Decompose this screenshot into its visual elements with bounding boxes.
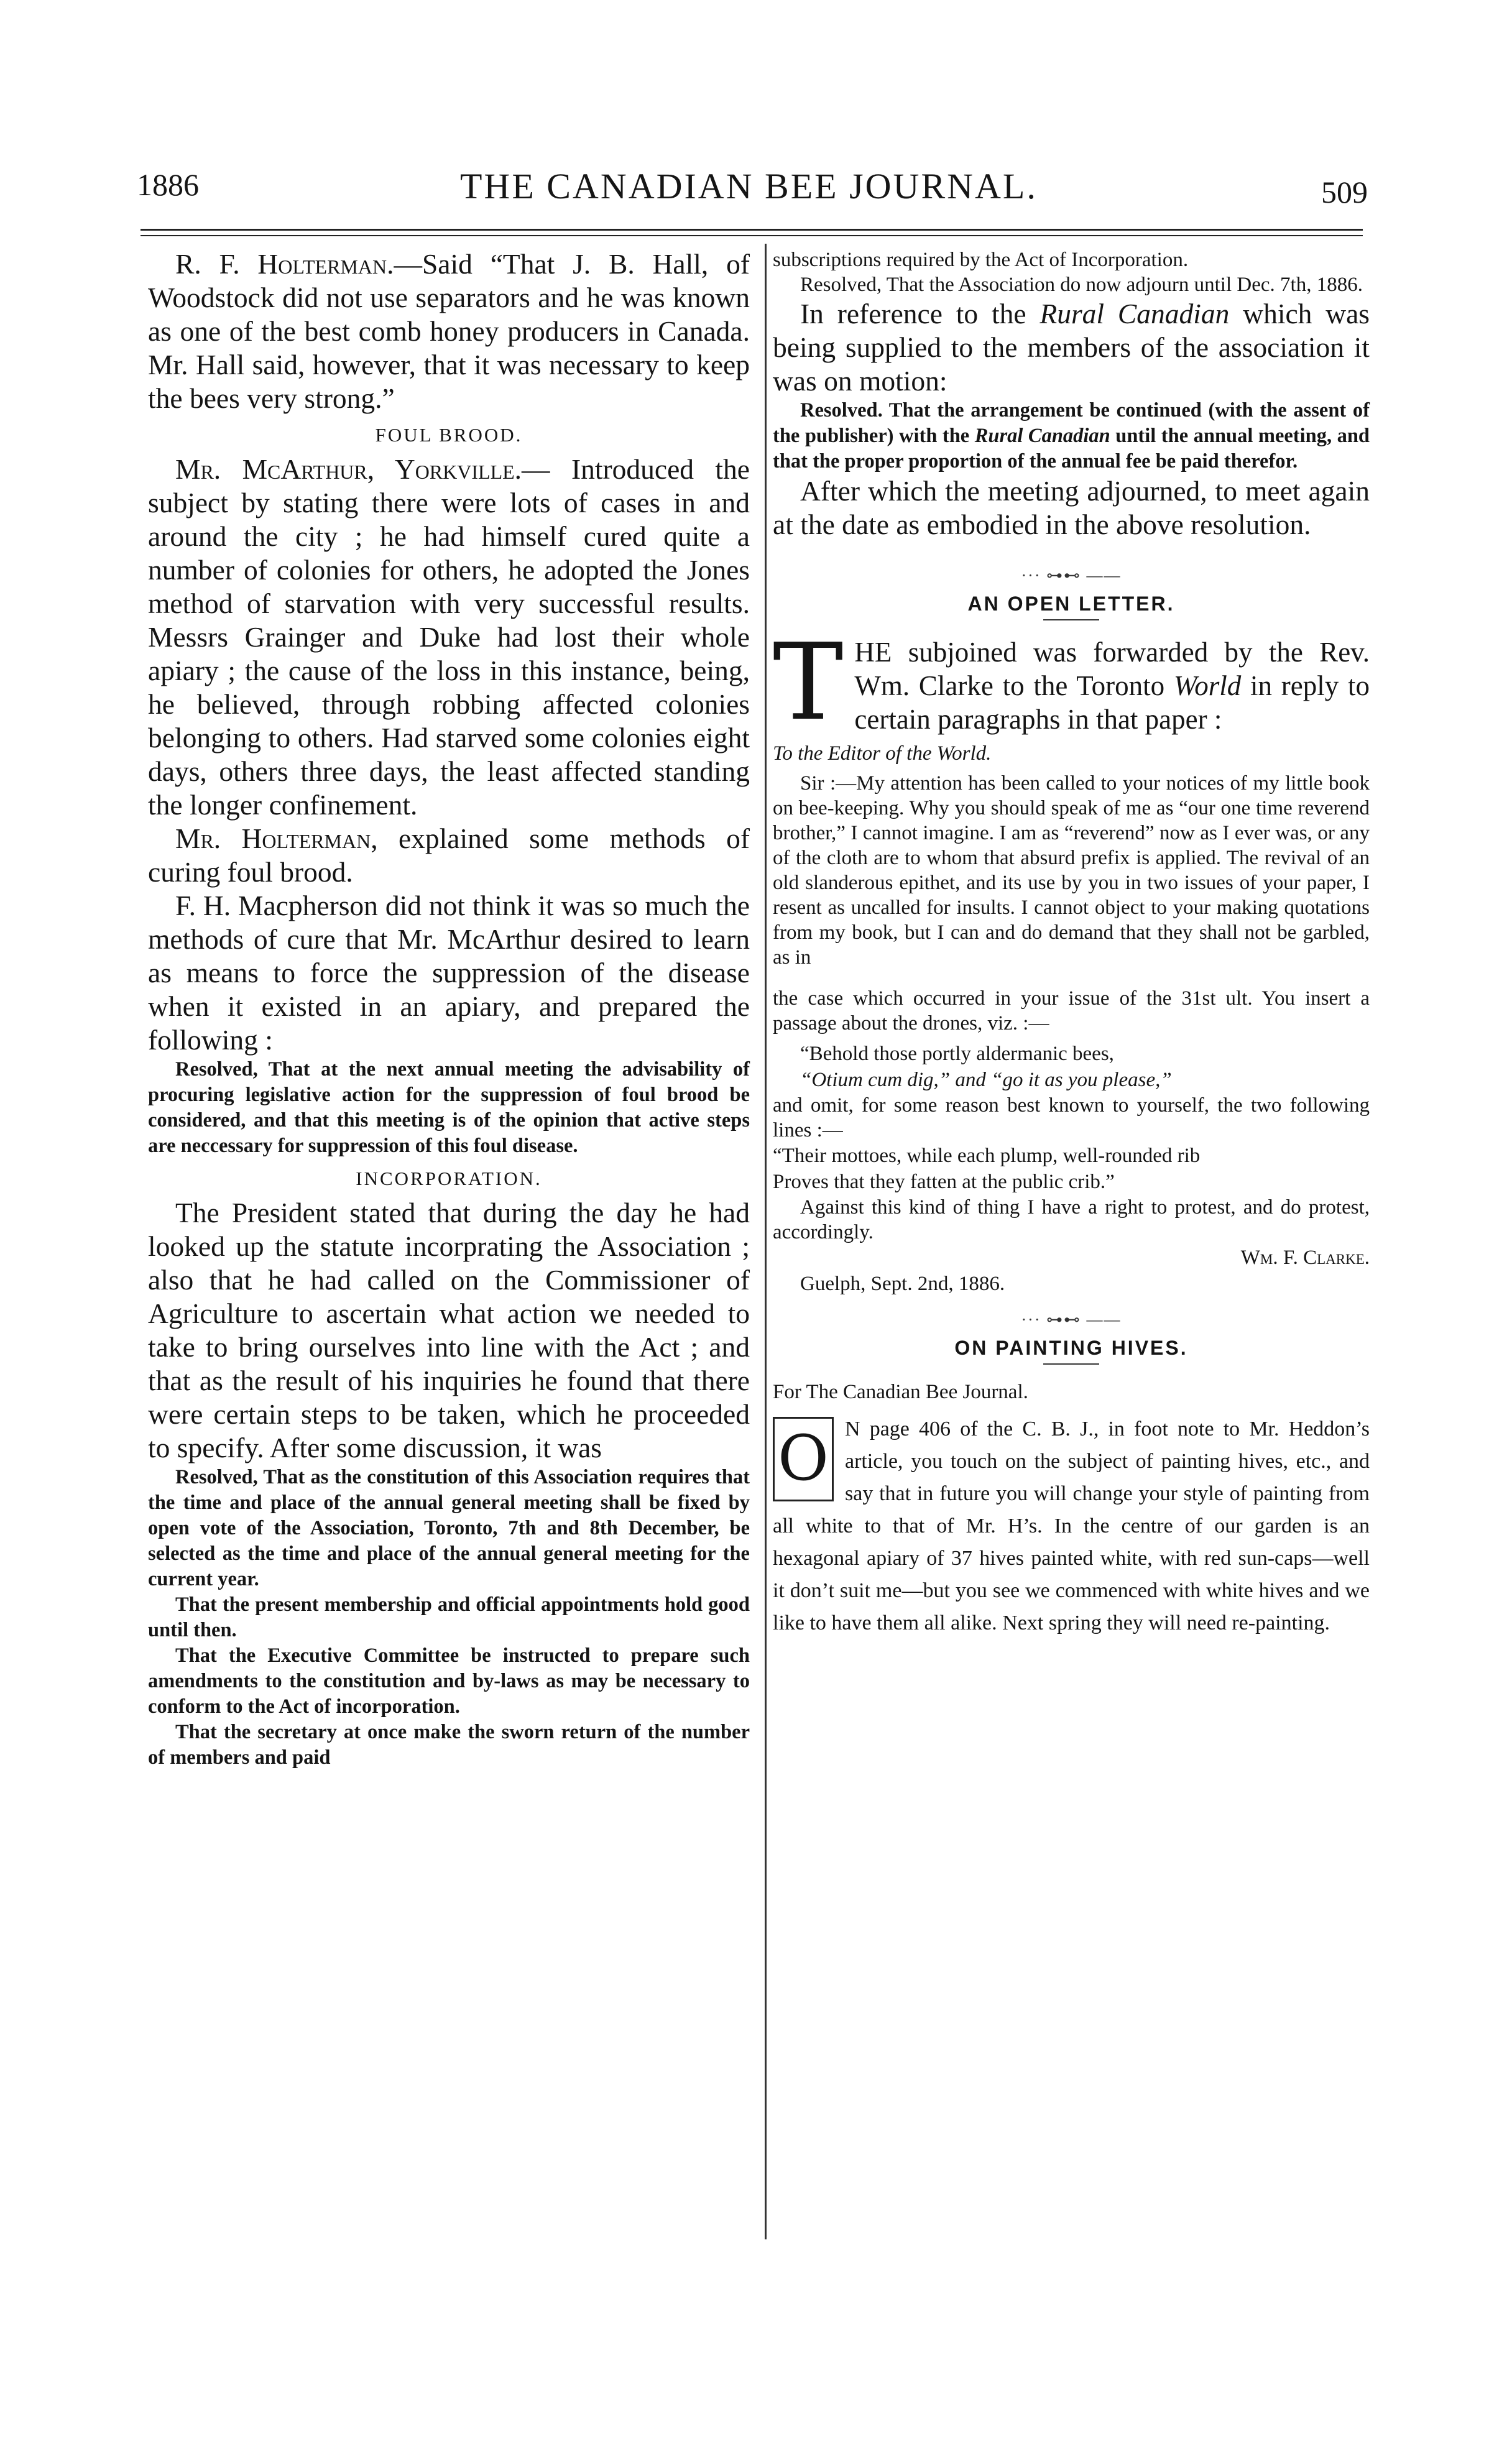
macpherson-paragraph: F. H. Macpherson did not think it was so much the methods of cure that Mr. McArthur desired to learn as means to force the suppression of the disease when it existed in an apiary, and prepared the following : <box>148 890 750 1056</box>
heading-rule <box>1043 1363 1099 1365</box>
drop-cap: T <box>773 621 844 744</box>
meeting-resolution: Resolved, That as the constitution of this Association requires that the time and place of the annual general meeting shall be fixed by open vote of the Association, Toronto, 7th and 8th December, be selected as the time and place of the annual general meeting for the current year. <box>148 1466 750 1590</box>
verse-line: “Their mottoes, while each plump, well-rounded rib <box>773 1145 1201 1167</box>
holterman-methods-paragraph <box>148 822 750 889</box>
page-header <box>137 160 1368 216</box>
column-divider <box>765 244 767 2239</box>
president-paragraph: The President stated that during the day he had looked up the statute incorprating the Association ; also that he had called on the Commissioner of Agriculture to ascertain what action we needed to take to bring ourselves into line with the Act ; and that as the result of his inquiries he found that there were certain steps to be taken, which he proceeded to specify. After some discussion, it was <box>148 1197 750 1463</box>
foul-brood-resolution: Resolved, That at the next annual meeting the advisability of procuring legislative action for the suppression of foul brood be considered, and that this meeting is of the opinion that active steps are neccessary for suppression of this foul disease. <box>148 1058 750 1157</box>
letter-signature: Wm. F. Clarke. <box>1240 1247 1370 1269</box>
painting-hives-heading: ON PAINTING HIVES. <box>954 1337 1188 1359</box>
painting-hives-article <box>773 1413 1370 1639</box>
page-number: 509 <box>1321 175 1368 210</box>
letter-body-continued: and omit, for some reason best known to yourself, the two following lines :— <box>773 1094 1370 1141</box>
paragraph-text: explained some methods of curing foul brood. <box>148 823 750 888</box>
letter-body-continued: Against this kind of thing I have a right to protest, and do protest, accordingly. <box>773 1196 1370 1243</box>
membership-resolution: That the present membership and official appointments hold good until then. <box>148 1593 750 1641</box>
open-letter-intro: T HE subjoined was forwarded by the Rev. Wm. Clarke to the Toronto World in reply to certain paragraphs in that paper : <box>773 621 1370 744</box>
publication-name: Rural Canadian <box>974 425 1110 447</box>
letter-place-date: Guelph, Sept. 2nd, 1886. <box>800 1273 1005 1295</box>
subscriptions-text: subscriptions required by the Act of Incorporation. <box>773 249 1189 271</box>
incorporation-heading: INCORPORATION. <box>356 1168 542 1189</box>
journal-title: THE CANADIAN BEE JOURNAL. <box>460 166 1038 206</box>
publication-name: Rural Canadian <box>1040 298 1230 330</box>
section-ornament: ··· ⊶⊷ —— <box>1021 566 1122 584</box>
adjournment-paragraph: After which the meeting adjourned, to meet again at the date as embodied in the above resolution. <box>773 475 1370 540</box>
letter-salutation: To the Editor of the World. <box>773 742 992 765</box>
verse-line: “Behold those portly aldermanic bees, <box>800 1043 1114 1065</box>
open-letter-heading: AN OPEN LETTER. <box>967 592 1175 615</box>
committee-resolution: That the Executive Committee be instructed to prepare such amendments to the constitution and by-laws as may be necessary to conform to the Act of incorporation. <box>148 1644 750 1718</box>
header-rule <box>141 229 1363 231</box>
mcarthur-paragraph <box>148 453 750 822</box>
publication-name: World <box>1173 670 1242 701</box>
rural-canadian-resolution: Resolved. That the arrangement be continued (with the assent of the publisher) with the Rural Canadian until the annual meeting, and that the proper proportion of the annual fee be paid therefor. <box>773 399 1370 472</box>
speaker-name: Mr. Holterman, <box>175 823 378 854</box>
verse-line: “Otium cum dig,” and “go it as you please,” <box>800 1069 1172 1091</box>
right-column <box>773 247 1370 1639</box>
header-rule-secondary <box>141 235 1363 236</box>
rural-canadian-paragraph: In reference to the Rural Canadian which was being supplied to the members of the association it was on motion: <box>773 298 1370 397</box>
secretary-resolution: That the secretary at once make the sworn return of the number of members and paid <box>148 1721 750 1769</box>
speaker-name: Mr. McArthur, Yorkville. <box>175 453 522 485</box>
letter-body: Sir :—My attention has been called to your notices of my little book on bee-keeping. Why you should speak of me as “our one time reverend brother,” I cannot imagine. I am as “reverend” now as I ever was, or any of the cloth are to whom that absurd prefix is applied. The revival of an old slanderous epithet, and its use by you in two issues of your paper, I resent as uncalled for insults. I cannot object to your making quotations from my book, but I can and do demand that they shall not be garbled, as in <box>773 772 1370 969</box>
left-column <box>148 247 750 1771</box>
header-year: 1886 <box>137 167 199 202</box>
letter-body-continued: the case which occurred in your issue of the 31st ult. You insert a passage about the drones, viz. :— <box>773 987 1370 1035</box>
drop-cap: O <box>773 1417 834 1501</box>
verse-line: Proves that they fatten at the public crib.” <box>773 1171 1115 1193</box>
paragraph-text: — Introduced the subject by stating there were lots of cases in and around the city ; he had himself cured quite a number of colonies for others, he adopted the Jones method of starvation with very successful results. Messrs Grainger and Duke had lost their whole apiary ; the cause of the loss in this instance, being, he believed, through robbing affected colonies belonging to others. Had starved some colonies eight days, others three days, the least affected standing the longer confinement. <box>148 453 750 821</box>
foul-brood-heading: FOUL BROOD. <box>375 424 523 446</box>
speaker-name: R. F. Holterman. <box>175 248 394 280</box>
heading-rule <box>1043 619 1099 620</box>
holterman-paragraph <box>148 247 750 415</box>
section-ornament: ··· ⊶⊷ —— <box>1021 1311 1122 1329</box>
paragraph-text: —Said “That J. B. Hall, of Woodstock did not use separators and he was known as one of the best comb honey producers in Canada. Mr. Hall said, however, that it was necessary to keep the bees very strong.” <box>148 248 750 414</box>
article-text: N page 406 of the C. B. J., in foot note to Mr. Heddon’s article, you touch on the subject of painting hives, etc., and say that in future you will change your style of painting from all white to that of Mr. H’s. In the centre of our garden is an hexagonal apiary of 37 hives painted white, with red sun-caps—well it don’t suit me—but you see we commenced with white hives and we like to have them all alike. Next spring they will need re-painting. <box>773 1417 1370 1634</box>
article-source: For The Canadian Bee Journal. <box>773 1381 1028 1403</box>
adjourn-resolution: Resolved, That the Association do now adjourn until Dec. 7th, 1886. <box>800 274 1363 296</box>
